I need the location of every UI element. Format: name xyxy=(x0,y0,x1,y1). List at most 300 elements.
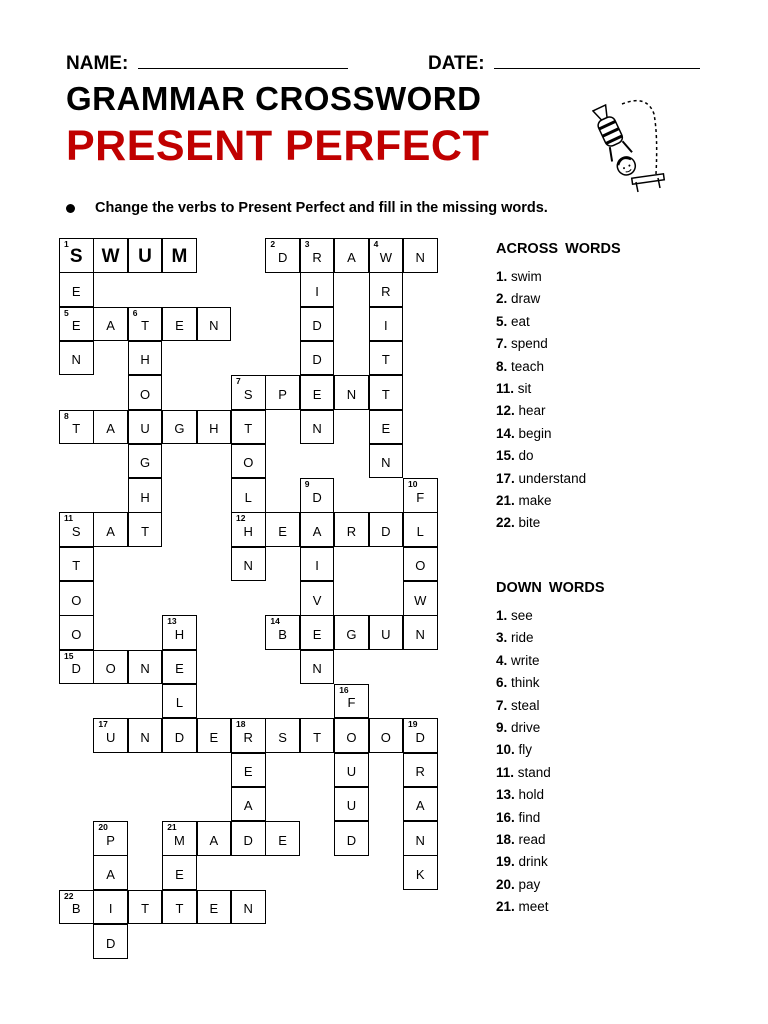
cell-letter: R xyxy=(346,523,357,539)
cell-letter: N xyxy=(243,901,253,917)
cell-letter: A xyxy=(312,523,322,539)
crossword-cell[interactable] xyxy=(162,821,197,856)
instruction-text: Change the verbs to Present Perfect and fill in the missing words. xyxy=(95,200,548,216)
clue-word: steal xyxy=(507,697,540,713)
clue-number: 11 xyxy=(64,513,73,524)
cell-letter: F xyxy=(416,489,425,505)
crossword-cell[interactable] xyxy=(265,615,300,650)
clue-word: spend xyxy=(507,336,548,352)
crossword-cell[interactable] xyxy=(231,478,266,513)
crossword-cell[interactable] xyxy=(334,718,369,753)
crossword-cell[interactable] xyxy=(59,410,94,445)
clue-number: 10 xyxy=(408,479,418,490)
date-label: DATE: xyxy=(428,53,485,74)
clue-number: 19 xyxy=(408,719,418,730)
cell-letter: E xyxy=(175,866,184,882)
clue-item xyxy=(496,896,605,918)
crossword-cell[interactable] xyxy=(128,307,163,342)
cell-letter: D xyxy=(174,729,185,745)
cell-letter: E xyxy=(312,626,322,642)
clue-number: 9 xyxy=(304,479,310,490)
crossword-cell[interactable] xyxy=(265,375,300,410)
cell-letter: O xyxy=(105,661,116,677)
crossword-cell[interactable] xyxy=(231,547,266,582)
clue-word: understand xyxy=(514,470,587,486)
cell-letter: T xyxy=(381,352,390,368)
cell-letter: O xyxy=(380,729,391,745)
clue-number: 18. xyxy=(496,831,515,847)
clue-number: 9. xyxy=(496,719,508,735)
cell-letter: R xyxy=(243,729,253,745)
cell-letter: O xyxy=(139,386,151,402)
clue-word: hold xyxy=(514,787,545,803)
cell-letter: E xyxy=(71,318,81,334)
clue-number: 3 xyxy=(304,239,310,249)
clue-number: 8 xyxy=(64,410,69,421)
clue-item xyxy=(496,784,605,806)
clue-number: 8. xyxy=(496,358,508,374)
cell-letter: A xyxy=(243,798,253,814)
crossword-cell[interactable] xyxy=(334,375,369,410)
crossword-cell[interactable] xyxy=(93,890,128,925)
cell-letter: G xyxy=(174,421,185,436)
crossword-cell[interactable] xyxy=(128,410,163,445)
clue-word: ride xyxy=(507,630,534,646)
clue-item xyxy=(496,762,605,784)
cell-letter: S xyxy=(71,523,81,539)
cell-letter: N xyxy=(140,729,150,745)
clue-number: 4. xyxy=(496,652,508,668)
instruction xyxy=(66,200,548,216)
crossword-cell[interactable] xyxy=(403,855,438,890)
cell-letter: N xyxy=(415,249,425,265)
crossword-cell[interactable] xyxy=(197,718,232,753)
crossword-cell[interactable] xyxy=(128,478,163,513)
bullet-icon xyxy=(66,204,75,213)
cell-letter: E xyxy=(71,283,81,299)
crossword-cell[interactable] xyxy=(300,615,335,650)
crossword-cell[interactable] xyxy=(369,444,404,479)
cell-letter: N xyxy=(312,661,322,677)
crossword-cell[interactable] xyxy=(197,821,232,856)
crossword-cell[interactable] xyxy=(265,238,300,273)
cell-letter: H xyxy=(243,523,253,539)
cell-letter: T xyxy=(72,421,81,436)
cell-letter: T xyxy=(72,558,81,574)
crossword-cell[interactable] xyxy=(162,684,197,719)
cell-letter: E xyxy=(278,523,287,539)
clue-number: 14 xyxy=(270,616,280,627)
clue-number: 1. xyxy=(496,608,508,623)
clue-number: 22. xyxy=(496,515,515,531)
clue-number: 7. xyxy=(496,697,508,713)
clue-word: draw xyxy=(507,291,541,307)
cell-letter: D xyxy=(312,489,322,505)
cell-letter: T xyxy=(141,523,150,539)
cell-letter: W xyxy=(101,245,120,267)
cell-letter: P xyxy=(106,832,115,848)
clue-number: 11. xyxy=(496,764,515,780)
crossword-cell[interactable] xyxy=(128,718,163,753)
clue-item xyxy=(496,605,605,627)
clue-number: 6 xyxy=(132,307,138,318)
cell-letter: N xyxy=(346,386,357,402)
crossword-cell[interactable] xyxy=(403,238,438,273)
crossword-cell[interactable] xyxy=(59,307,94,342)
crossword-cell[interactable] xyxy=(59,341,94,376)
clue-item xyxy=(496,490,621,512)
crossword-cell[interactable] xyxy=(231,821,266,856)
crossword-cell[interactable] xyxy=(128,341,163,376)
clue-word: swim xyxy=(507,269,542,284)
crossword-cell[interactable] xyxy=(197,410,232,445)
crossword-cell[interactable] xyxy=(162,650,197,685)
crossword-cell[interactable] xyxy=(128,512,163,547)
cell-letter: S xyxy=(278,729,287,745)
cell-letter: B xyxy=(278,626,287,642)
crossword-cell[interactable] xyxy=(197,890,232,925)
crossword-cell[interactable] xyxy=(59,890,94,925)
cell-letter: T xyxy=(313,729,322,745)
crossword-cell[interactable] xyxy=(93,238,128,273)
cell-letter: D xyxy=(346,832,357,848)
clue-number: 14. xyxy=(496,425,515,441)
crossword-cell[interactable] xyxy=(59,581,94,616)
crossword-cell[interactable] xyxy=(403,547,438,582)
clue-number: 21. xyxy=(496,492,515,508)
clue-number: 20. xyxy=(496,876,515,892)
crossword-cell[interactable] xyxy=(369,718,404,753)
crossword-cell[interactable] xyxy=(369,615,404,650)
cell-letter: A xyxy=(415,798,425,814)
cell-letter: T xyxy=(381,386,390,402)
cell-letter: I xyxy=(384,318,388,334)
cell-letter: E xyxy=(312,386,322,402)
crossword-cell[interactable] xyxy=(197,307,232,342)
crossword-cell[interactable] xyxy=(369,272,404,307)
cell-letter: W xyxy=(414,592,427,608)
cell-letter: E xyxy=(381,421,391,436)
diver-cartoon-icon xyxy=(592,96,672,200)
clue-word: bite xyxy=(514,515,541,531)
cell-letter: R xyxy=(381,283,391,299)
cell-letter: O xyxy=(346,729,357,745)
clue-word: read xyxy=(514,831,546,847)
clue-word: teach xyxy=(507,358,545,374)
crossword-cell[interactable] xyxy=(93,307,128,342)
clue-number: 1. xyxy=(496,269,508,284)
cell-letter: N xyxy=(140,661,150,677)
clue-number: 12 xyxy=(236,513,246,524)
cell-letter: T xyxy=(244,421,253,436)
crossword-cell[interactable] xyxy=(128,375,163,410)
crossword-cell[interactable] xyxy=(162,855,197,890)
clue-item xyxy=(496,874,605,896)
clue-number: 17 xyxy=(98,719,108,730)
crossword-cell[interactable] xyxy=(369,238,404,273)
clue-number: 2 xyxy=(270,239,276,249)
clue-word: stand xyxy=(514,764,551,780)
crossword-cell[interactable] xyxy=(265,718,300,753)
crossword-cell[interactable] xyxy=(162,890,197,925)
cell-letter: D xyxy=(312,318,322,334)
crossword-cell[interactable] xyxy=(162,718,197,753)
crossword-cell[interactable] xyxy=(300,341,335,376)
crossword-cell[interactable] xyxy=(403,478,438,513)
clue-word: think xyxy=(507,675,540,691)
cell-letter: A xyxy=(106,318,115,334)
cell-letter: U xyxy=(140,421,150,436)
down-clues xyxy=(496,580,605,918)
crossword-cell[interactable] xyxy=(300,478,335,513)
crossword-cell[interactable] xyxy=(93,650,128,685)
cell-letter: H xyxy=(209,421,219,436)
crossword-cell[interactable] xyxy=(300,238,335,273)
cell-letter: L xyxy=(175,695,184,711)
cell-letter: B xyxy=(71,901,81,917)
cell-letter: A xyxy=(106,421,115,436)
clue-number: 22 xyxy=(64,890,74,901)
clue-item xyxy=(496,807,605,829)
clue-number: 15. xyxy=(496,448,515,464)
crossword-cell[interactable] xyxy=(231,890,266,925)
cell-letter: N xyxy=(243,558,253,574)
clue-word: fly xyxy=(514,742,533,758)
crossword-cell[interactable] xyxy=(334,684,369,719)
crossword-cell[interactable] xyxy=(403,718,438,753)
clue-item xyxy=(496,739,605,761)
cell-letter: L xyxy=(416,523,424,539)
cell-letter: U xyxy=(105,729,116,745)
crossword-cell[interactable] xyxy=(403,753,438,788)
cell-letter: O xyxy=(415,558,426,574)
cell-letter: D xyxy=(415,729,425,745)
crossword-cell[interactable] xyxy=(93,718,128,753)
cell-letter: P xyxy=(278,386,287,402)
crossword-cell[interactable] xyxy=(300,581,335,616)
name-blank[interactable] xyxy=(138,52,348,69)
clue-item xyxy=(496,717,605,739)
crossword-cell[interactable] xyxy=(265,512,300,547)
crossword-cell[interactable] xyxy=(231,787,266,822)
cell-letter: O xyxy=(243,455,254,471)
clue-word: do xyxy=(514,448,534,464)
crossword-cell[interactable] xyxy=(300,375,335,410)
crossword-cell[interactable] xyxy=(403,581,438,616)
crossword-cell[interactable] xyxy=(93,821,128,856)
clue-number: 5 xyxy=(64,307,69,318)
cell-letter: I xyxy=(108,901,113,917)
name-row xyxy=(66,52,348,75)
clue-number: 7. xyxy=(496,336,508,352)
down-heading: DOWN WORDS xyxy=(496,580,605,596)
crossword-cell[interactable] xyxy=(231,753,266,788)
cell-letter: H xyxy=(140,352,150,368)
crossword-cell[interactable] xyxy=(300,512,335,547)
crossword-cell[interactable] xyxy=(300,272,335,307)
crossword-cell[interactable] xyxy=(128,238,163,273)
clue-word: meet xyxy=(514,899,549,915)
clue-item xyxy=(496,512,621,534)
clue-item xyxy=(496,627,605,649)
crossword-cell[interactable] xyxy=(128,650,163,685)
across-clues xyxy=(496,241,621,535)
cell-letter: E xyxy=(243,764,253,779)
crossword-cell[interactable] xyxy=(59,512,94,547)
clue-number: 20 xyxy=(98,822,108,833)
cell-letter: K xyxy=(415,866,425,882)
crossword-cell[interactable] xyxy=(231,410,266,445)
crossword-cell[interactable] xyxy=(93,410,128,445)
cell-letter: E xyxy=(209,901,219,917)
cell-letter: D xyxy=(71,661,81,677)
clue-item xyxy=(496,423,621,445)
cell-letter: U xyxy=(381,626,391,642)
date-blank[interactable] xyxy=(494,52,700,69)
cell-letter: G xyxy=(346,626,357,642)
clue-item xyxy=(496,468,621,490)
cell-letter: D xyxy=(243,832,253,848)
clue-number: 10. xyxy=(496,742,515,758)
cell-letter: D xyxy=(312,352,322,368)
crossword-cell[interactable] xyxy=(265,821,300,856)
crossword-cell[interactable] xyxy=(300,307,335,342)
clue-number: 6. xyxy=(496,675,508,691)
cell-letter: R xyxy=(312,249,322,265)
crossword-cell[interactable] xyxy=(300,547,335,582)
cell-letter: E xyxy=(278,832,287,848)
crossword-cell[interactable] xyxy=(231,444,266,479)
crossword-cell[interactable] xyxy=(369,512,404,547)
crossword-cell[interactable] xyxy=(231,512,266,547)
crossword-cell[interactable] xyxy=(162,410,197,445)
date-row xyxy=(428,52,700,75)
crossword-cell[interactable] xyxy=(403,512,438,547)
cell-letter: D xyxy=(277,249,288,265)
cell-letter: U xyxy=(346,798,357,814)
clue-word: sit xyxy=(514,380,532,396)
cell-letter: A xyxy=(106,523,115,539)
crossword-cell[interactable] xyxy=(300,410,335,445)
clue-item xyxy=(496,378,621,400)
clue-number: 21 xyxy=(167,822,177,833)
crossword-cell[interactable] xyxy=(369,375,404,410)
clue-number: 4 xyxy=(373,239,379,249)
clue-number: 13 xyxy=(167,616,177,627)
crossword-cell[interactable] xyxy=(300,650,335,685)
crossword-cell[interactable] xyxy=(300,718,335,753)
crossword-cell[interactable] xyxy=(231,718,266,753)
cell-letter: N xyxy=(209,318,219,334)
crossword-cell[interactable] xyxy=(59,238,94,273)
crossword-cell[interactable] xyxy=(334,512,369,547)
cell-letter: N xyxy=(381,455,391,471)
clue-number: 1 xyxy=(64,239,69,249)
clue-word: eat xyxy=(507,313,530,329)
clue-word: drink xyxy=(514,854,548,870)
cell-letter: R xyxy=(415,764,425,779)
crossword-cell[interactable] xyxy=(128,890,163,925)
crossword-cell[interactable] xyxy=(403,787,438,822)
crossword-cell[interactable] xyxy=(93,924,128,959)
clue-item xyxy=(496,829,605,851)
clue-number: 15 xyxy=(64,650,74,661)
cell-letter: S xyxy=(243,386,253,402)
cell-letter: E xyxy=(209,729,219,745)
cell-letter: W xyxy=(379,249,392,265)
crossword-cell[interactable] xyxy=(59,547,94,582)
cell-letter: T xyxy=(141,901,150,917)
crossword-cell[interactable] xyxy=(59,615,94,650)
crossword-cell[interactable] xyxy=(334,753,369,788)
clue-item xyxy=(496,695,605,717)
crossword-cell[interactable] xyxy=(334,821,369,856)
crossword-cell[interactable] xyxy=(162,615,197,650)
cell-letter: D xyxy=(105,935,116,951)
cell-letter: A xyxy=(347,249,356,265)
crossword-cell[interactable] xyxy=(369,410,404,445)
cell-letter: M xyxy=(171,245,188,267)
cell-letter: H xyxy=(140,489,150,505)
cell-letter: A xyxy=(209,832,219,848)
cell-letter: E xyxy=(175,318,184,334)
crossword-cell[interactable] xyxy=(231,375,266,410)
clue-word: write xyxy=(507,652,540,668)
crossword-cell[interactable] xyxy=(334,615,369,650)
crossword-cell[interactable] xyxy=(59,650,94,685)
clue-number: 16 xyxy=(339,684,349,695)
crossword-cell[interactable] xyxy=(128,444,163,479)
cell-letter: A xyxy=(106,866,115,882)
cell-letter: T xyxy=(175,901,184,917)
clue-word: see xyxy=(507,608,533,623)
clue-number: 3. xyxy=(496,630,508,646)
crossword-cell[interactable] xyxy=(334,787,369,822)
clue-word: hear xyxy=(514,403,546,419)
cell-letter: F xyxy=(347,695,356,711)
across-heading: ACROSS WORDS xyxy=(496,241,621,257)
crossword-cell[interactable] xyxy=(162,238,197,273)
crossword-cell[interactable] xyxy=(93,512,128,547)
page-title: GRAMMAR CROSSWORD xyxy=(66,80,482,117)
cell-letter: N xyxy=(71,352,81,368)
clue-item xyxy=(496,266,621,288)
cell-letter: N xyxy=(415,626,425,642)
crossword-cell[interactable] xyxy=(334,238,369,273)
crossword-cell[interactable] xyxy=(403,615,438,650)
crossword-cell[interactable] xyxy=(93,855,128,890)
cell-letter: U xyxy=(138,245,152,267)
crossword-cell[interactable] xyxy=(59,272,94,307)
clue-number: 2. xyxy=(496,291,508,307)
cell-letter: H xyxy=(174,626,185,642)
clue-number: 7 xyxy=(236,376,241,387)
clue-item xyxy=(496,445,621,467)
clue-word: drive xyxy=(507,719,541,735)
page-subtitle: PRESENT PERFECT xyxy=(66,122,490,170)
clue-number: 18 xyxy=(236,719,246,730)
crossword-cell[interactable] xyxy=(369,307,404,342)
crossword-cell[interactable] xyxy=(369,341,404,376)
clue-word: find xyxy=(514,809,541,825)
cell-letter: I xyxy=(315,558,319,574)
crossword-cell[interactable] xyxy=(162,307,197,342)
crossword-cell[interactable] xyxy=(403,821,438,856)
clue-word: begin xyxy=(514,425,552,441)
name-label: NAME: xyxy=(66,53,129,74)
cell-letter: G xyxy=(139,455,151,471)
cell-letter: O xyxy=(71,626,82,642)
